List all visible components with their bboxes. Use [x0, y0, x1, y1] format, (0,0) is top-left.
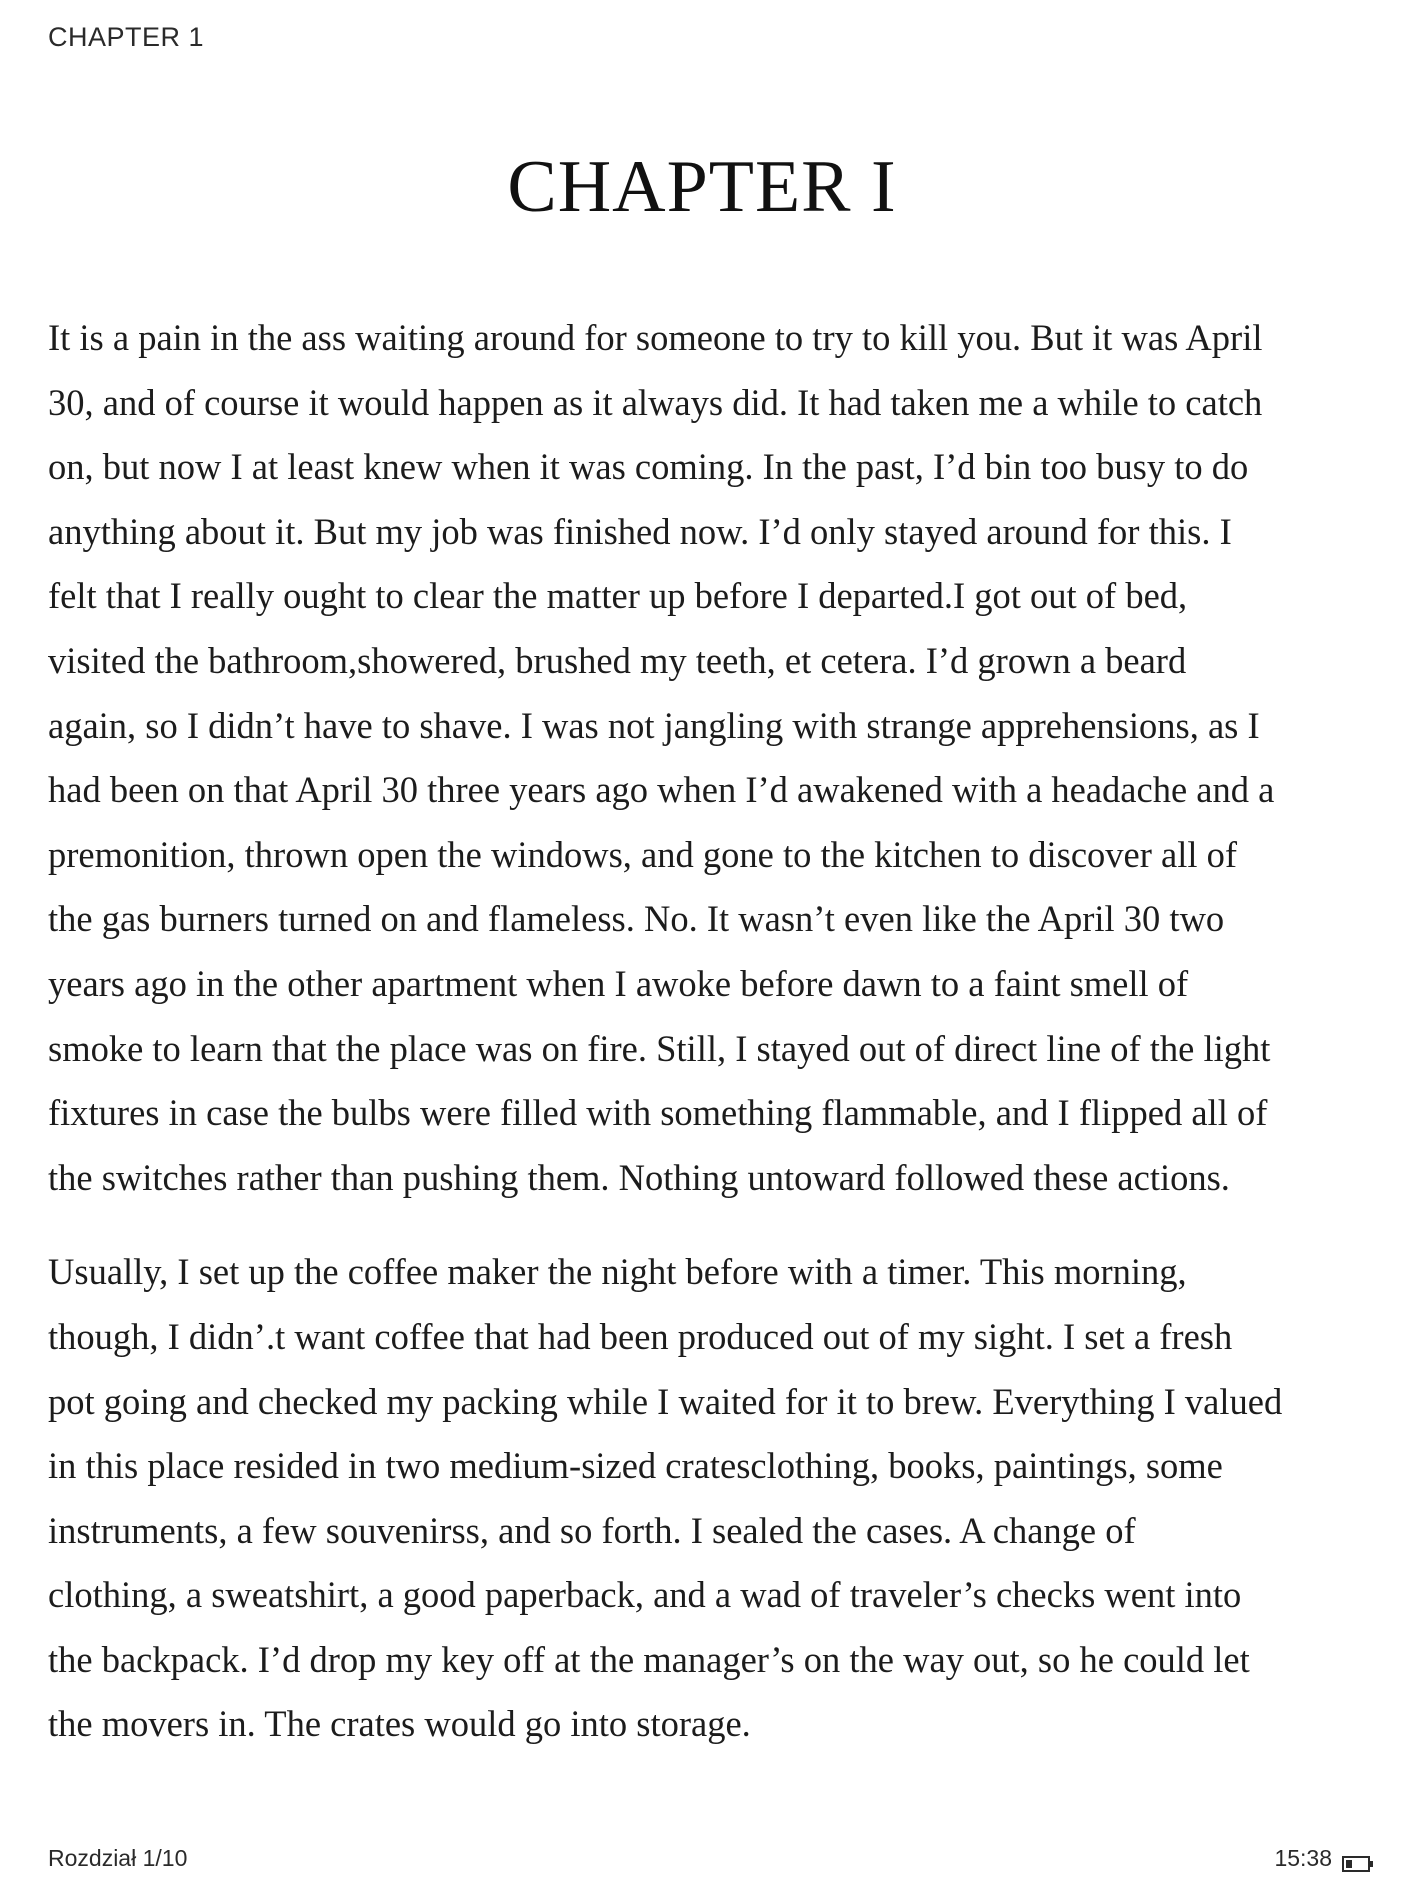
text-line: instruments, a few souvenirss, and so forth. I sealed the cases. A change of — [48, 1509, 1136, 1551]
battery-icon — [1342, 1851, 1374, 1867]
text-line: 30, and of course it would happen as it always did. It had taken me a while to catch — [48, 381, 1263, 423]
text-line: visited the bathroom,showered, brushed my teeth, et cetera. I’d grown a beard — [48, 639, 1187, 681]
text-line: clothing, a sweatshirt, a good paperback, and a wad of traveler’s checks went into — [48, 1574, 1242, 1616]
paragraph — [48, 306, 1368, 1210]
text-line: again, so I didn’t have to shave. I was not jangling with strange apprehensions, as I — [48, 704, 1260, 746]
text-line: anything about it. But my job was finished now. I’d only stayed around for this. I — [48, 510, 1232, 552]
text-line: pot going and checked my packing while I waited for it to brew. Everything I valued — [48, 1380, 1283, 1422]
running-header: CHAPTER 1 — [48, 22, 205, 52]
text-line: fixtures in case the bulbs were filled with something flammable, and I flipped all of — [48, 1092, 1268, 1134]
text-line: the backpack. I’d drop my key off at the manager’s on the way out, so he could let — [48, 1638, 1250, 1680]
text-line: the movers in. The crates would go into storage. — [48, 1703, 751, 1745]
text-line: the switches rather than pushing them. Nothing untoward followed these actions. — [48, 1156, 1230, 1198]
text-line: though, I didn’.t want coffee that had been produced out of my sight. I set a fresh — [48, 1315, 1233, 1357]
chapter-title: CHAPTER I — [507, 146, 897, 228]
text-line: had been on that April 30 three years ago when I’d awakened with a headache and a — [48, 769, 1275, 811]
text-line: in this place resided in two medium-sized cratesclothing, books, paintings, some — [48, 1445, 1223, 1487]
reading-text — [48, 306, 1368, 1787]
text-line: premonition, thrown open the windows, and gone to the kitchen to discover all of — [48, 833, 1238, 875]
clock: 15:38 — [1274, 1845, 1332, 1871]
text-line: It is a pain in the ass waiting around for someone to try to kill you. But it was April — [48, 317, 1263, 358]
paragraph — [48, 1240, 1368, 1757]
chapter-progress: Rozdział 1/10 — [48, 1845, 188, 1871]
text-line: Usually, I set up the coffee maker the night before with a timer. This morning, — [48, 1251, 1187, 1293]
status-area — [1274, 1845, 1374, 1872]
text-line: the gas burners turned on and flameless. No. It wasn’t even like the April 30 two — [48, 898, 1225, 940]
text-line: smoke to learn that the place was on fire. Still, I stayed out of direct line of the light — [48, 1027, 1271, 1069]
text-line: years ago in the other apartment when I awoke before dawn to a faint smell of — [48, 962, 1189, 1004]
text-line: on, but now I at least knew when it was coming. In the past, I’d bin too busy to do — [48, 446, 1249, 488]
text-line: felt that I really ought to clear the matter up before I departed.I got out of bed, — [48, 575, 1188, 617]
